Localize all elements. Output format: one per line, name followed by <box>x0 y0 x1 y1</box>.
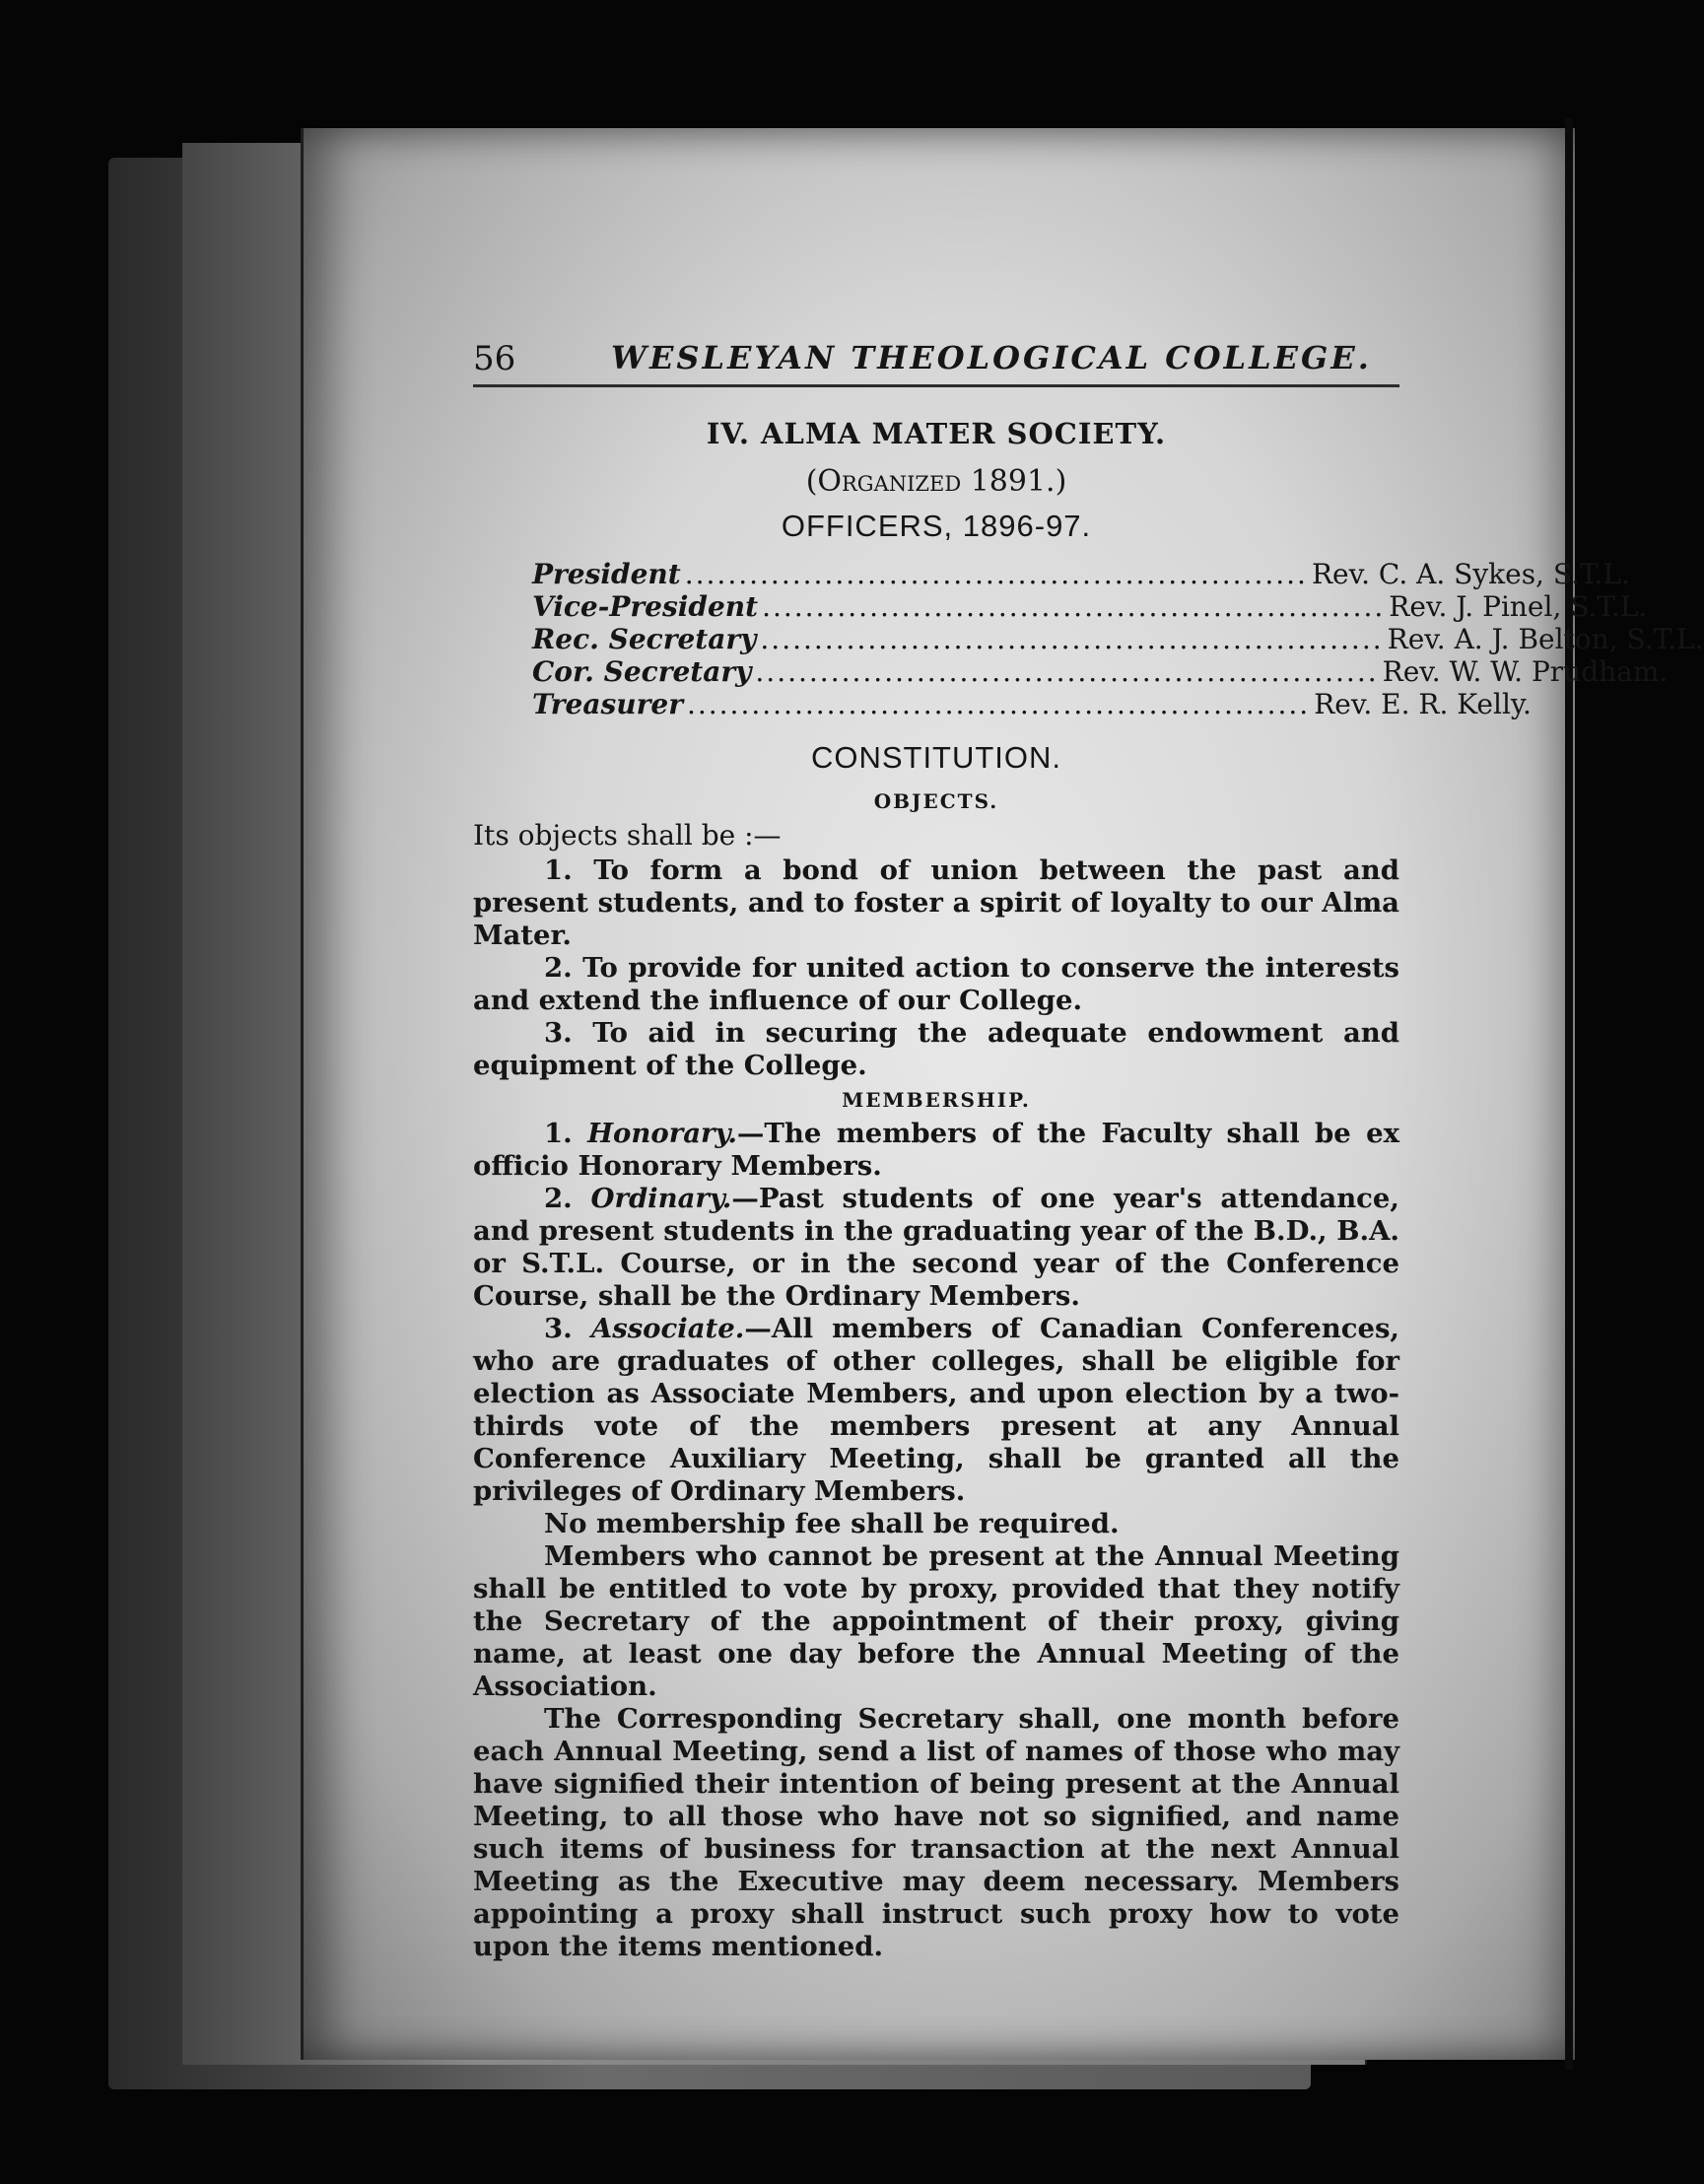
organized-line: (Organized 1891.) <box>805 464 1067 499</box>
objects-heading: OBJECTS. <box>873 789 999 813</box>
membership-item <box>473 1118 1399 1183</box>
officer-role: Treasurer <box>532 688 683 720</box>
membership-text: —The members of the Faculty shall be ex officio Honorary Members. <box>473 1118 1399 1182</box>
officer-name: Rev. W. W. Prudham. <box>1382 655 1669 688</box>
officer-name: Rev. A. J. Belton, S.T.L. <box>1387 623 1704 655</box>
membership-type: Ordinary. <box>590 1183 732 1214</box>
constitution-title: CONSTITUTION. <box>810 740 1062 775</box>
membership-number: 2. <box>544 1183 573 1214</box>
officer-name: Rev. E. R. Kelly. <box>1314 688 1532 720</box>
body-paragraph: No membership fee shall be required. <box>544 1508 1120 1539</box>
officer-role: Rec. Secretary <box>532 623 757 655</box>
membership-text: —Past students of one year's attendance, and present students in the graduating year of the B.D., B.A. or S.T.L. Course, or in the second year of the Conference Course, shall be the Ordinary Members. <box>473 1183 1399 1312</box>
membership-text: —All members of Canadian Conferences, who are graduates of other colleges, shall be eligible for election as Associate Members, and upon election by a two-thirds vote of the members present at any Annual Conference Auxiliary Meeting, shall be granted all the privileges of Ordinary Members. <box>473 1313 1400 1507</box>
leader-dots: .......................................................... <box>760 623 1384 655</box>
officer-name: Rev. C. A. Sykes, S.T.L. <box>1311 558 1630 590</box>
objects-intro: Its objects shall be :— <box>473 819 782 852</box>
leader-dots: .......................................................... <box>755 655 1379 688</box>
officer-row <box>532 623 1704 655</box>
section-title: IV. ALMA MATER SOCIETY. <box>706 417 1167 450</box>
membership-number: 3. <box>544 1313 573 1344</box>
membership-item <box>473 1313 1399 1508</box>
officer-row <box>532 688 1532 720</box>
leader-dots: .......................................................... <box>762 590 1386 623</box>
running-head <box>473 335 1399 387</box>
officer-role: Vice-President <box>532 590 759 623</box>
body-paragraph: The Corresponding Secretary shall, one month before each Annual Meeting, send a list of names of those who may have signified their intention of being present at the Annual Meeting, to all those who have not so signified, and name such items of business for transaction at the next Annual Meeting as the Executive may deem necessary. Members appointing a proxy shall instruct such proxy how to vote upon the items mentioned. <box>473 1703 1399 1962</box>
page-binding-edge <box>1565 118 1573 2070</box>
body-paragraph: Members who cannot be present at the Annual Meeting shall be entitled to vote by proxy, provided that they notify the Secretary of the appointment of their proxy, giving name, at least one day before the Annual Meeting of the Association. <box>473 1540 1399 1702</box>
officer-row <box>532 590 1648 623</box>
leader-dots: .......................................................... <box>686 688 1311 720</box>
object-item: 3. To aid in securing the adequate endowment and equipment of the College. <box>473 1017 1399 1081</box>
membership-heading: MEMBERSHIP. <box>842 1088 1031 1112</box>
leader-dots: .......................................................... <box>684 558 1308 590</box>
membership-item <box>473 1183 1399 1313</box>
officer-name: Rev. J. Pinel, S.T.L. <box>1389 590 1648 623</box>
membership-type: Honorary. <box>587 1118 737 1149</box>
officers-title: OFFICERS, 1896-97. <box>781 509 1092 543</box>
officer-row <box>532 558 1630 590</box>
object-item: 1. To form a bond of union between the past and present students, and to foster a spirit of loyalty to our Alma Mater. <box>473 854 1399 951</box>
running-title: WESLEYAN THEOLOGICAL COLLEGE. <box>611 339 1372 376</box>
page-content <box>473 335 1704 1963</box>
object-item: 2. To provide for united action to conserve the interests and extend the influence of our College. <box>473 952 1399 1016</box>
membership-type: Associate. <box>590 1313 745 1344</box>
page-number: 56 <box>473 339 516 378</box>
officer-role: President <box>532 558 681 590</box>
officers-list <box>532 558 1704 720</box>
officer-row <box>532 655 1669 688</box>
officer-role: Cor. Secretary <box>532 655 752 688</box>
membership-number: 1. <box>544 1118 573 1149</box>
